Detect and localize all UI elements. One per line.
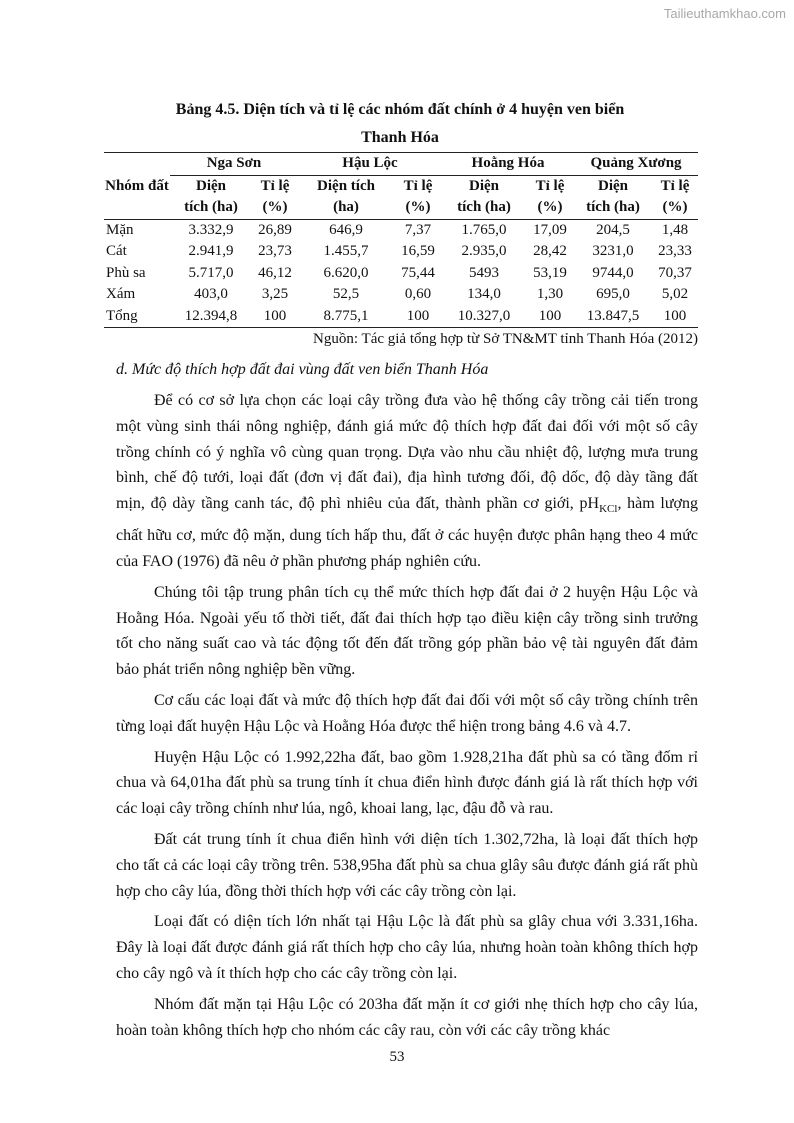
paragraph: Để có cơ sở lựa chọn các loại cây trồng đưa vào hệ thống cây trồng cải tiến trong một vùng sinh thái nông nghiệp, đánh giá mức độ thích hợp đất đai đối với một số cây trồng chính có ý nghĩa vô cùng quan trọng. Dựa vào nhu cầu nhiệt độ, lượng mưa trung bình, chế độ tưới, loại đất (đơn vị đất đai), địa hình tương đối, độ dốc, độ dày tầng đất mịn, độ dày tầng canh tác, độ phì nhiêu của đất, thành phần cơ giới, $pH_{KCl}$, hàm lượng chất hữu cơ, mức độ mặn, dung tích hấp thu, đất ở các huyện được phân hạng theo 4 mức của FAO (1976) đã nêu ở phần phương pháp nghiên cứu. (116, 392, 699, 570)
paragraph: Nhóm đất mặn tại Hậu Lộc có 203ha đất mặn ít cơ giới nhẹ thích hợp cho cây lúa, hoàn toàn không thích hợp cho nhóm các cây rau, còn với các cây trồng khác (116, 995, 698, 1039)
area-value: 12.394,8 (170, 306, 252, 328)
area-header: Diện (469, 177, 499, 194)
area-header: (ha) (298, 197, 394, 219)
table-row (104, 263, 698, 285)
area-value: 204,5 (596, 221, 630, 238)
pct-value: 7,37 (404, 221, 432, 238)
table-row (104, 219, 698, 241)
area-value: 2.941,9 (188, 243, 234, 259)
section-subheading: d. Mức độ thích hợp đất đai vùng đất ven biển Thanh Hóa (116, 361, 489, 378)
area-value: 695,0 (596, 286, 630, 302)
pct-header: (%) (252, 197, 298, 219)
pct-value: 17,09 (533, 221, 567, 238)
pct-value: 1,30 (536, 286, 564, 302)
soil-group-name: Phù sa (106, 264, 146, 281)
group-header: Nhóm đất (104, 153, 170, 220)
caption-line-1: Bảng 4.5. Diện tích và tỉ lệ các nhóm đất chính ở 4 huyện ven biển (175, 101, 625, 118)
paragraph: Đất cát trung tính ít chua điển hình với diện tích 1.302,72ha, là loại đất thích hợp cho tất cả các loại cây trồng trên. 538,95ha đất phù sa chua glây sâu được đánh giá rất phù hợp cho cây lúa, đồng thời thích hợp với các cây trồng còn lại. (116, 830, 698, 900)
area-value: 403,0 (194, 286, 228, 302)
soil-group-name: Xám (106, 286, 136, 302)
area-value: 52,5 (332, 286, 360, 302)
area-header: Diện tích (317, 177, 375, 194)
soil-group-name: Tổng (104, 306, 170, 328)
table-row (104, 241, 698, 263)
area-value: 9744,0 (592, 264, 634, 281)
area-header: Diện (598, 177, 628, 194)
pct-value: 75,44 (401, 264, 435, 281)
pct-header: (%) (652, 197, 698, 219)
pct-value: 3,25 (261, 286, 289, 302)
area-value: 5493 (469, 264, 499, 281)
pct-header: (%) (394, 197, 442, 219)
paragraph: Cơ cấu các loại đất và mức độ thích hợp đất đai đối với một số cây trồng chính trên từng loại đất huyện Hậu Lộc và Hoằng Hóa được thể hiện trong bảng 4.6 và 4.7. (116, 691, 698, 735)
pct-header: Tỉ lệ (660, 177, 690, 194)
pct-value: 28,42 (533, 243, 567, 259)
pct-value: 23,33 (658, 243, 692, 259)
area-header: tích (ha) (442, 197, 526, 219)
area-value: 2.935,0 (461, 243, 507, 259)
district-header: Hậu Lộc (298, 153, 442, 176)
area-value: 3.332,9 (188, 221, 234, 238)
pct-value: 23,73 (258, 243, 292, 259)
table-row (104, 306, 698, 328)
table-body (104, 219, 698, 328)
table-source: Nguồn: Tác giả tổng hợp từ Sở TN&MT tỉnh Thanh Hóa (2012) (313, 331, 698, 347)
pct-value: 100 (526, 306, 574, 328)
area-value: 5.717,0 (188, 264, 234, 281)
soil-area-table (104, 152, 698, 328)
paragraph: Huyện Hậu Lộc có 1.992,22ha đất, bao gồm 1.928,21ha đất phù sa có tầng đốm rỉ chua và 64,01ha đất phù sa trung tính ít chua điển hình được đánh giá là rất thích hợp với các loại cây trồng chính như lúa, ngô, khoai lang, lạc, đậu đỗ và rau. (116, 748, 698, 818)
pct-value: 46,12 (258, 264, 292, 281)
pct-value: 5,02 (661, 286, 689, 302)
area-value: 10.327,0 (442, 306, 526, 328)
pct-header: Tỉ lệ (535, 177, 565, 194)
district-header: Hoằng Hóa (442, 153, 574, 176)
pct-value: 0,60 (404, 286, 432, 302)
area-value: 13.847,5 (574, 306, 652, 328)
area-header: tích (ha) (574, 197, 652, 219)
paragraph: Chúng tôi tập trung phân tích cụ thể mức thích hợp đất đai ở 2 huyện Hậu Lộc và Hoằng Hóa. Ngoài yếu tố thời tiết, đất đai thích hợp tạo điều kiện cây trồng sinh trưởng tốt cho năng suất cao và tác động tốt đến đất trồng góp phần bảo vệ tài nguyên đất đảm bảo phát triển nông nghiệp bền vững. (116, 583, 698, 679)
table-row (104, 284, 698, 306)
page-number: 53 (389, 1049, 405, 1065)
area-value: 1.765,0 (461, 221, 507, 238)
area-value: 8.775,1 (298, 306, 394, 328)
area-value: 3231,0 (592, 243, 634, 259)
area-value: 134,0 (467, 286, 501, 302)
pct-value: 100 (652, 306, 698, 328)
pct-value: 16,59 (401, 243, 435, 259)
pct-value: 53,19 (533, 264, 567, 281)
pct-value: 100 (394, 306, 442, 328)
area-value: 1.455,7 (323, 243, 369, 259)
soil-group-name: Cát (106, 243, 127, 259)
body-text (116, 388, 698, 1048)
pct-value: 26,89 (258, 221, 292, 238)
district-header: Nga Sơn (170, 153, 298, 176)
soil-group-name: Mặn (106, 221, 134, 238)
pct-header: Tỉ lệ (403, 177, 433, 194)
paragraph: Loại đất có diện tích lớn nhất tại Hậu Lộc là đất phù sa glây chua với 3.331,16ha. Đây là loại đất được đánh giá rất thích hợp cho cây lúa, nhưng hoàn toàn không thích hợp cho cây ngô và ít thích hợp cho các cây trồng còn lại. (116, 913, 698, 982)
area-header: tích (ha) (170, 197, 252, 219)
pct-value: 1,48 (661, 221, 689, 238)
watermark: Tailieuthamkhao.com (663, 6, 786, 21)
table-caption (100, 96, 700, 152)
area-value: 6.620,0 (323, 264, 369, 281)
pct-value: 70,37 (658, 264, 692, 281)
pct-header: (%) (526, 197, 574, 219)
pct-value: 100 (252, 306, 298, 328)
area-value: 646,9 (329, 221, 363, 238)
area-header: Diện (196, 177, 226, 194)
district-header: Quảng Xương (574, 153, 698, 176)
pct-header: Tỉ lệ (260, 177, 290, 194)
caption-line-2: Thanh Hóa (361, 129, 439, 146)
